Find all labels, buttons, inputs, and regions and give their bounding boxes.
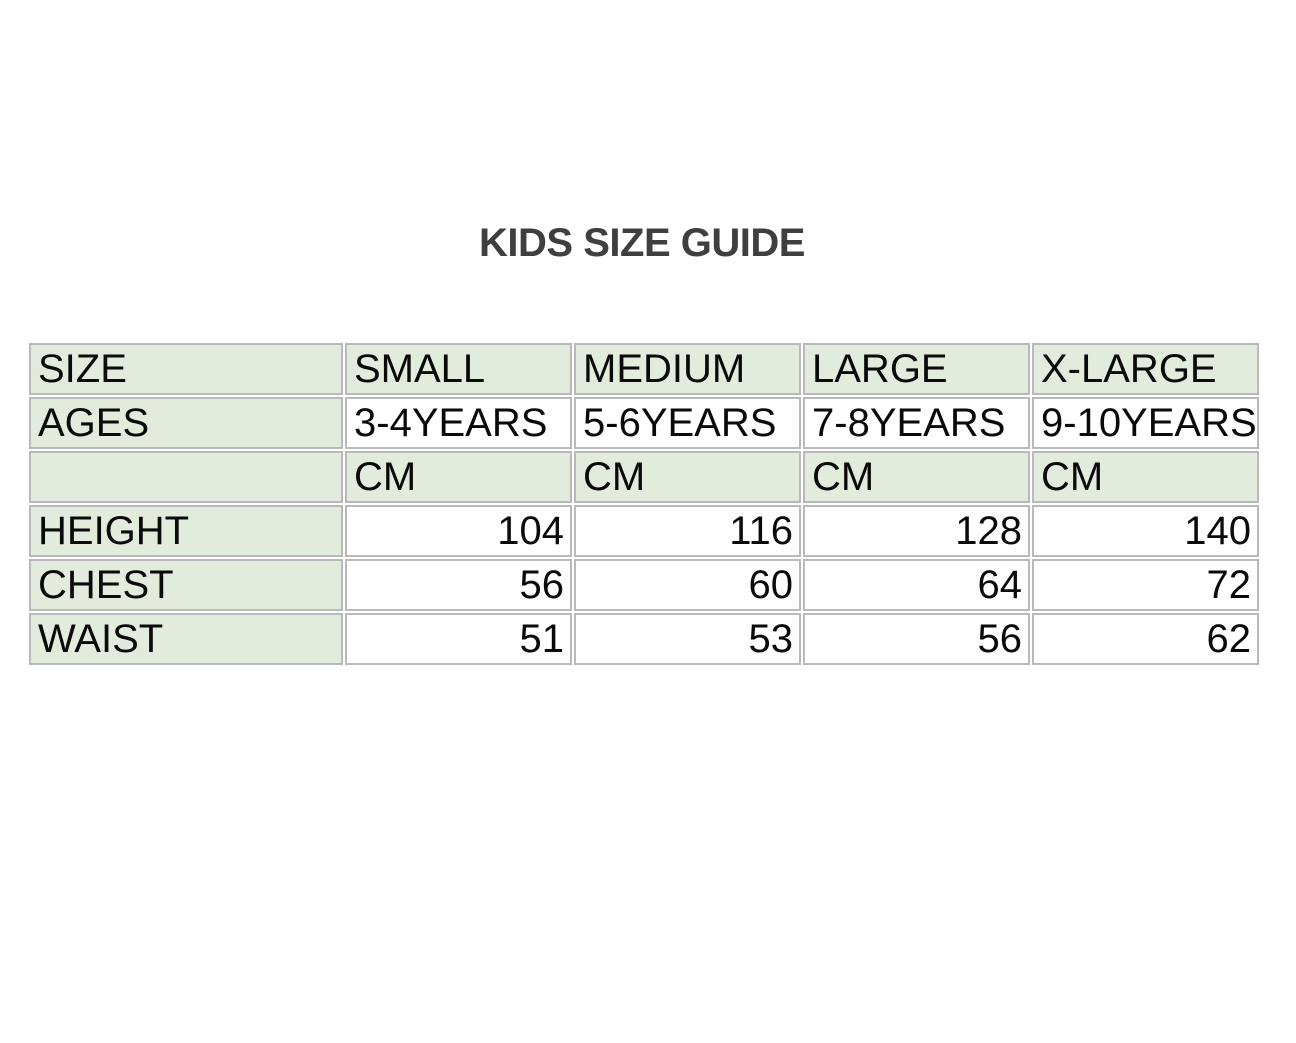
unit-xlarge-cell: CM (1032, 451, 1259, 503)
ages-medium-cell: 5-6YEARS (574, 397, 801, 449)
chest-xlarge-value: 72 (1032, 559, 1259, 611)
page-title: KIDS SIZE GUIDE (479, 221, 805, 265)
height-row-label: HEIGHT (29, 505, 343, 557)
height-medium-value: 116 (574, 505, 801, 557)
column-header-medium: MEDIUM (574, 343, 801, 395)
ages-large-cell: 7-8YEARS (803, 397, 1030, 449)
unit-medium-cell: CM (574, 451, 801, 503)
ages-row (29, 397, 1259, 449)
waist-medium-value: 53 (574, 613, 801, 665)
column-header-xlarge: X-LARGE (1032, 343, 1259, 395)
chest-small-value: 56 (345, 559, 572, 611)
ages-xlarge-cell: 9-10YEARS (1032, 397, 1259, 449)
chest-medium-value: 60 (574, 559, 801, 611)
size-header-label: SIZE (29, 343, 343, 395)
unit-small-cell: CM (345, 451, 572, 503)
ages-row-label: AGES (29, 397, 343, 449)
size-header-row (29, 343, 1259, 395)
unit-row-label (29, 451, 343, 503)
chest-row-label: CHEST (29, 559, 343, 611)
waist-large-value: 56 (803, 613, 1030, 665)
height-small-value: 104 (345, 505, 572, 557)
ages-small-cell: 3-4YEARS (345, 397, 572, 449)
height-large-value: 128 (803, 505, 1030, 557)
chest-row (29, 559, 1259, 611)
waist-row (29, 613, 1259, 665)
height-xlarge-value: 140 (1032, 505, 1259, 557)
waist-small-value: 51 (345, 613, 572, 665)
column-header-small: SMALL (345, 343, 572, 395)
waist-xlarge-value: 62 (1032, 613, 1259, 665)
unit-large-cell: CM (803, 451, 1030, 503)
height-row (29, 505, 1259, 557)
waist-row-label: WAIST (29, 613, 343, 665)
chest-large-value: 64 (803, 559, 1030, 611)
column-header-large: LARGE (803, 343, 1030, 395)
size-guide-table (27, 341, 1261, 667)
unit-row (29, 451, 1259, 503)
